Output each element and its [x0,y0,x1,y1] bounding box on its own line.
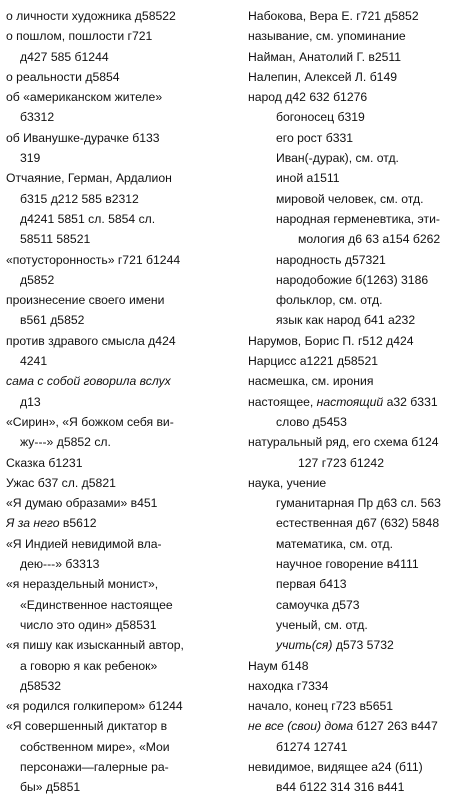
index-entry: Ужас б37 сл. д5821 [6,475,116,490]
index-entry: о пошлом, пошлости г721 [6,29,153,44]
index-entry: мировой человек, см. отд. [276,191,424,206]
index-entry: «Я Индией невидимой вла- [6,536,162,551]
index-entry: научное говорение в4111 [276,557,419,572]
index-entry: язык как народ б41 а232 [276,313,416,328]
index-entry: натуральный ряд, его схема б124 [248,435,439,450]
index-entry: мология д6 63 а154 б262 [298,232,441,247]
index-entry: слово д5453 [276,414,347,429]
index-column-right [248,6,462,798]
index-entry: находка г7334 [248,678,329,693]
index-entry: народность д57321 [276,252,386,267]
index-entry: народобожие б(1263) 3186 [276,272,429,287]
index-entry: иной а1511 [276,171,340,186]
index-entry: «я нераздельный монист», [6,577,159,592]
index-entry: Нарумов, Борис П. г512 д424 [248,333,414,348]
index-entry: «я родился голкипером» б1244 [6,699,183,714]
index-entry: самоучка д573 [276,597,360,612]
index-entry: фольклор, см. отд. [276,293,383,308]
index-entry: собственном мире», «Мои [20,739,170,754]
index-entry: д5852 [20,272,55,287]
index-entry: «я пишу как изысканный автор, [6,638,184,653]
index-entry: 127 г723 б1242 [298,455,384,470]
index-entry: «Сирин», «Я божком себя ви- [6,414,174,429]
index-entry: д427 585 б1244 [20,49,109,64]
index-entry: число это один» д58531 [20,617,157,632]
index-entry: о реальности д5854 [6,69,120,84]
index-entry: против здравого смысла д424 [6,333,176,348]
index-entry: «Единственное настоящее [20,597,173,612]
index-entry: бы» д5851 [20,780,81,795]
index-entry: Налепин, Алексей Л. б149 [248,69,398,84]
index-entry: Найман, Анатолий Г. в2511 [248,49,402,64]
index-entry: настоящее, настоящий а32 б331 [248,394,438,409]
index-entry: б315 д212 585 в2312 [20,191,139,206]
index-entry: математика, см. отд. [276,536,393,551]
index-entry: об Иванушке-дурачке б133 [6,130,160,145]
index-entry: народ д42 632 б1276 [248,90,368,105]
index-entry: невидимое, видящее а24 (б11) [248,759,423,774]
index-entry: его рост б331 [276,130,354,145]
index-entry: Отчаяние, Герман, Ардалион [6,171,172,186]
index-entry: естественная д67 (632) 5848 [276,516,440,531]
index-entry: Наум б148 [248,658,309,673]
index-entry: б3312 [20,110,55,125]
index-entry: в44 б122 314 316 в441 [276,780,405,795]
index-entry: д4241 5851 сл. 5854 сл. [20,211,156,226]
index-entry: гуманитарная Пр д63 сл. 563 [276,496,441,511]
index-entry: насмешка, см. ирония [248,374,374,389]
index-entry: не все (свои) дома б127 263 в447 [248,719,438,734]
index-entry: Иван(-дурак), см. отд. [276,151,399,166]
index-entry: 319 [20,151,41,166]
index-entry: в561 д5852 [20,313,85,328]
index-entry: учить(ся) д573 5732 [276,638,394,653]
index-entry: произнесение своего имени [6,293,165,308]
index-entry: народная герменевтика, эти- [276,211,440,226]
index-entry: 4241 [20,354,48,369]
index-entry: 58511 58521 [20,232,91,247]
index-entry: о личности художника д58522 [6,9,176,23]
index-entry: дею---» б3313 [20,557,100,572]
index-entry: «потусторонность» г721 б1244 [6,252,181,267]
index-entry: ученый, см. отд. [276,617,368,632]
index-entry: а говорю я как ребенок» [20,658,158,673]
index-entry: «Я совершенный диктатор в [6,719,168,734]
index-entry: наука, учение [248,475,327,490]
index-entry: Набокова, Вера Е. г721 д5852 [248,9,419,23]
index-entry: д58532 [20,678,62,693]
index-entry: начало, конец г723 в5651 [248,699,394,714]
index-entry: Нарцисс а1221 д58521 [248,354,378,369]
index-column-left [6,6,236,798]
index-entry: богоносец б319 [276,110,365,125]
index-entry: персонажи—галерные ра- [20,759,169,774]
index-entry: сама с собой говорила вслух [6,374,171,389]
index-entry: «Я думаю образами» в451 [6,496,158,511]
index-entry: первая б413 [276,577,347,592]
index-entry: называние, см. упоминание [248,29,406,44]
index-entry: Сказка б1231 [6,455,83,470]
index-entry: б1274 12741 [276,739,348,754]
index-entry: Я за него в5612 [6,516,97,531]
index-entry: об «американском жителе» [6,90,163,105]
index-entry: д13 [20,394,41,409]
index-entry: жу---» д5852 сл. [20,435,111,450]
